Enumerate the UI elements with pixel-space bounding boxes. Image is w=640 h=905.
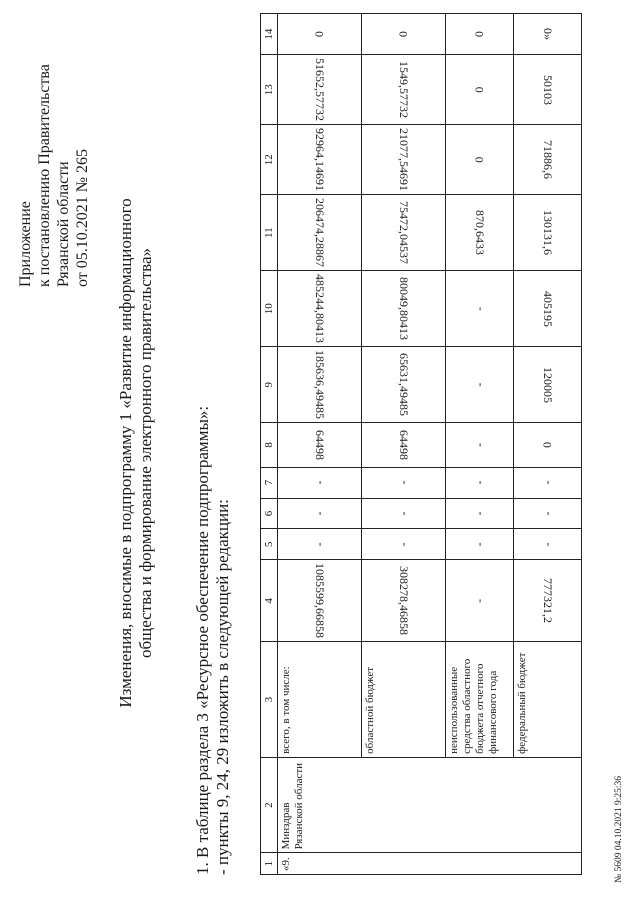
intro-line: 1. В таблице раздела 3 «Ресурсное обеспечение подпрограммы»: [193,405,212,875]
intro-line: - пункты 9, 24, 29 изложить в следующей редакции: [213,498,232,875]
value-cell: 0 [446,124,514,194]
value-cell: 308278,46858 [362,559,446,641]
funding-source-label: областной бюджет [362,641,446,756]
table-row [446,13,514,874]
value-cell: 0 [446,13,514,54]
column-header: 5 [261,528,278,559]
funding-source-label: неиспользованные средства областного бюджета отчетного финансового года [446,641,514,756]
value-cell: 0 [362,13,446,54]
value-cell: - [278,528,362,559]
value-cell: - [278,498,362,529]
value-cell: - [278,467,362,498]
value-cell: 65631,49485 [362,346,446,422]
value-cell: - [362,528,446,559]
value-cell: 185636,49485 [278,346,362,422]
column-header: 14 [261,13,278,54]
document-page [10,13,630,893]
value-cell: 0 [446,54,514,124]
column-header: 6 [261,498,278,529]
document-id: № 5609 04.10.2021 9:25:36 [614,775,624,883]
value-cell: - [362,467,446,498]
value-cell: - [514,467,582,498]
value-cell: 405195 [514,270,582,346]
value-cell: 120005 [514,346,582,422]
value-cell: - [446,498,514,529]
resource-table [260,13,582,875]
value-cell: - [446,346,514,422]
document-footer [614,776,624,883]
value-cell: 51652,57732 [278,54,362,124]
table-row [514,13,582,874]
column-header: 4 [261,559,278,641]
column-header: 8 [261,422,278,466]
value-cell: - [514,498,582,529]
value-cell: 92964,14691 [278,124,362,194]
table-row [278,13,362,874]
value-cell: 50103 [514,54,582,124]
header-row [261,13,278,874]
value-cell: 0» [514,13,582,54]
row-number: «9. [278,852,582,874]
executor-cell: Минздрав Рязанской области [278,757,582,853]
table-row [362,13,446,874]
column-header: 12 [261,124,278,194]
value-cell: 870,6433 [446,194,514,270]
column-header: 13 [261,54,278,124]
value-cell: 64498 [362,422,446,466]
value-cell: - [446,528,514,559]
value-cell: - [446,559,514,641]
heading-line: общества и формирование электронного правительства» [136,247,155,658]
column-header: 1 [261,852,278,874]
column-header: 11 [261,194,278,270]
appendix-line: Рязанской области [55,160,72,287]
value-cell: 130131,6 [514,194,582,270]
value-cell: - [514,528,582,559]
intro-paragraph [193,15,233,875]
value-cell: 0 [278,13,362,54]
value-cell: 0 [514,422,582,466]
column-header: 10 [261,270,278,346]
value-cell: 75472,04537 [362,194,446,270]
value-cell: 206474,28867 [278,194,362,270]
funding-source-label: федеральный бюджет [514,641,582,756]
value-cell: - [446,467,514,498]
value-cell: 80049,80413 [362,270,446,346]
value-cell: 485244,80413 [278,270,362,346]
value-cell: 1085599,66858 [278,559,362,641]
column-header: 7 [261,467,278,498]
value-cell: - [362,498,446,529]
value-cell: 71886,6 [514,124,582,194]
document-heading [116,133,156,773]
appendix-block [16,27,92,287]
appendix-line: Приложение [17,200,34,287]
heading-line: Изменения, вносимые в подпрограмму 1 «Развитие информационного [116,197,135,708]
value-cell: - [446,422,514,466]
value-cell: 1549,57732 [362,54,446,124]
funding-source-label: всего, в том числе: [278,641,362,756]
column-header: 9 [261,346,278,422]
column-header: 2 [261,757,278,853]
value-cell: 777321,2 [514,559,582,641]
value-cell: 21077,54691 [362,124,446,194]
appendix-line: к постановлению Правительства [36,63,53,287]
value-cell: - [446,270,514,346]
value-cell: 64498 [278,422,362,466]
appendix-line: от 05.10.2021 № 265 [74,148,91,287]
column-header: 3 [261,641,278,756]
